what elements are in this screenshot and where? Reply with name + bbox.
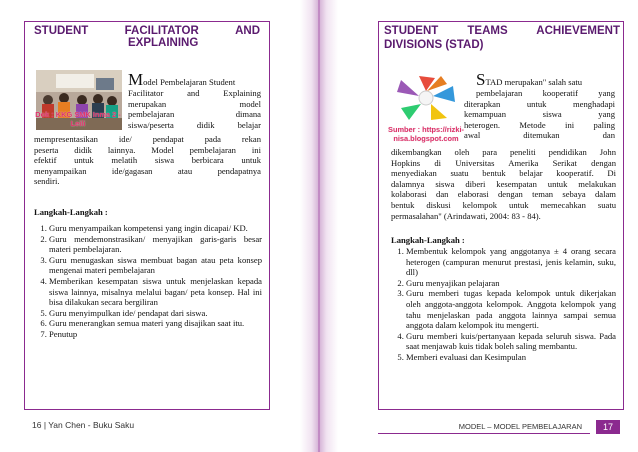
- text-line: merupakan model: [128, 98, 261, 109]
- title-line: STUDENT TEAMS ACHIEVEMENT: [384, 25, 620, 37]
- step-item: 3. Guru menugaskan siswa membuat bagan atau peta konsep mengenai materi pembelajaran: [49, 255, 262, 276]
- caption-line: nisa.blogspot.com: [393, 133, 459, 143]
- right-intro: [464, 72, 615, 141]
- left-content-box: [24, 21, 270, 410]
- title-line: DIVISIONS (STAD): [384, 39, 484, 51]
- text-line: dalamnya siswa diberi kesempatan untuk melakukan: [391, 178, 616, 189]
- text-line: siswa/peserta didik belajar: [128, 119, 261, 130]
- right-intro-full: [391, 147, 616, 221]
- left-intro-full: [34, 134, 261, 187]
- step-item: 2. Guru mendemonstrasikan/ menyajikan garis-garis besar materi pembelajaran.: [49, 234, 262, 255]
- text-line: efektif untuk melatih siswa berbicara untuk: [34, 155, 261, 166]
- title-word: STUDENT: [34, 25, 89, 37]
- step-item: 7. Penutup: [49, 329, 262, 340]
- right-steps-list: [391, 246, 616, 363]
- text-line: Hopkins di Universitas Amerika Serikat dengan: [391, 157, 616, 168]
- text-line: pembelajaran dimana: [128, 109, 261, 120]
- right-footer: MODEL – MODEL PEMBELAJARAN: [458, 422, 582, 431]
- footer-rule: [378, 433, 590, 434]
- right-image-caption: [379, 126, 473, 143]
- text-line: awal ditemukan dan: [464, 130, 615, 141]
- left-image-caption: [29, 111, 127, 128]
- dropcap: M: [128, 70, 144, 89]
- step-item: 2. Guru menyajikan pelajaran: [406, 278, 616, 289]
- title-word: AND: [235, 25, 260, 37]
- left-footer: 16 | Yan Chen - Buku Saku: [32, 420, 135, 430]
- caption-line: Leili: [70, 118, 86, 128]
- left-steps-heading: Langkah-Langkah :: [34, 207, 108, 217]
- right-content-box: [378, 21, 624, 410]
- text-line: kolaborasi dan elaborasi dengan teman sebaya dalam: [391, 189, 616, 200]
- right-title: [384, 25, 620, 51]
- page-number: 17: [596, 420, 620, 434]
- text-line: menyediakan suatu bentuk belajar kooperatif. Di: [391, 168, 616, 179]
- right-steps-heading: Langkah-Langkah :: [391, 235, 465, 245]
- title-word: FACILITATOR: [124, 25, 199, 37]
- caption-line: Dok : KKG SMK Inma 2 -: [35, 110, 121, 119]
- text-line: sendiri.: [34, 176, 60, 187]
- left-steps-list: [34, 223, 262, 340]
- step-item: 4. Guru memberi kuis/pertanyaan kepada seluruh siswa. Pada saat menjawab kuis tidak boleh saling membantu.: [406, 331, 616, 352]
- step-item: 1. Guru menyampaikan kompetensi yang ingin dicapai/ KD.: [49, 223, 262, 234]
- step-item: 4. Memberikan kesempatan siswa untuk menjelaskan kepada siswa lainnya, misalnya melalui bagan/ peta konsep. Hal ini bisa dilakukan secara bergiliran: [49, 276, 262, 308]
- left-title: [34, 25, 260, 49]
- text-line: mempresentasikan ide/ pendapat pada rekan: [34, 134, 261, 144]
- left-intro: [128, 72, 261, 130]
- dropcap: S: [476, 70, 486, 89]
- right-page: [319, 0, 638, 452]
- text-line: kemampuan siswa yang: [464, 109, 615, 120]
- step-item: 5. Memberi evaluasi dan Kesimpulan: [406, 352, 616, 363]
- caption-line: Sumber : https://rizki-: [388, 125, 464, 134]
- text-line: bentuk diskusi kelompok untuk memecahkan suatu: [391, 199, 616, 210]
- step-item: 6. Guru menerangkan semua materi yang disajikan saat itu.: [49, 318, 262, 329]
- text-line: Facilitator and Explaining: [128, 88, 261, 98]
- step-item: 5. Guru menyimpulkan ide/ pendapat dari siswa.: [49, 308, 262, 319]
- text-line: pembelajaran kooperatif yang: [476, 88, 615, 98]
- text-line: dikembangkan oleh para peneliti pendidikan John: [391, 147, 616, 157]
- text-line: diterapkan untuk menghadapi: [464, 98, 615, 109]
- text-line: permasalahan" (Arindawati, 2004: 83 - 84).: [391, 210, 541, 221]
- text-line: menyampaikan ide/gagasan atau pendapatnya: [34, 165, 261, 176]
- title-word: EXPLAINING: [128, 37, 199, 49]
- text-line: heterogen. Metode ini paling: [464, 119, 615, 130]
- text-line: odel Pembelajaran Student: [143, 77, 236, 87]
- step-item: 3. Guru memberi tugas kepada kelompok untuk dikerjakan oleh anggota-anggota kelompok. Anggota kelompok yang tahu menjelaskan pada anggota lainnya sampai semua anggota dalam kelompok itu mengerti.: [406, 288, 616, 330]
- text-line: TAD merupakan" salah satu: [485, 77, 583, 87]
- text-line: peserta didik lainnya. Model pembelajaran ini: [34, 144, 261, 155]
- puzzle-image: [391, 72, 461, 124]
- step-item: 1. Membentuk kelompok yang anggotanya ± 4 orang secara heterogen (campuran menurut prestasi, jenis kelamin, suku, dll): [406, 246, 616, 278]
